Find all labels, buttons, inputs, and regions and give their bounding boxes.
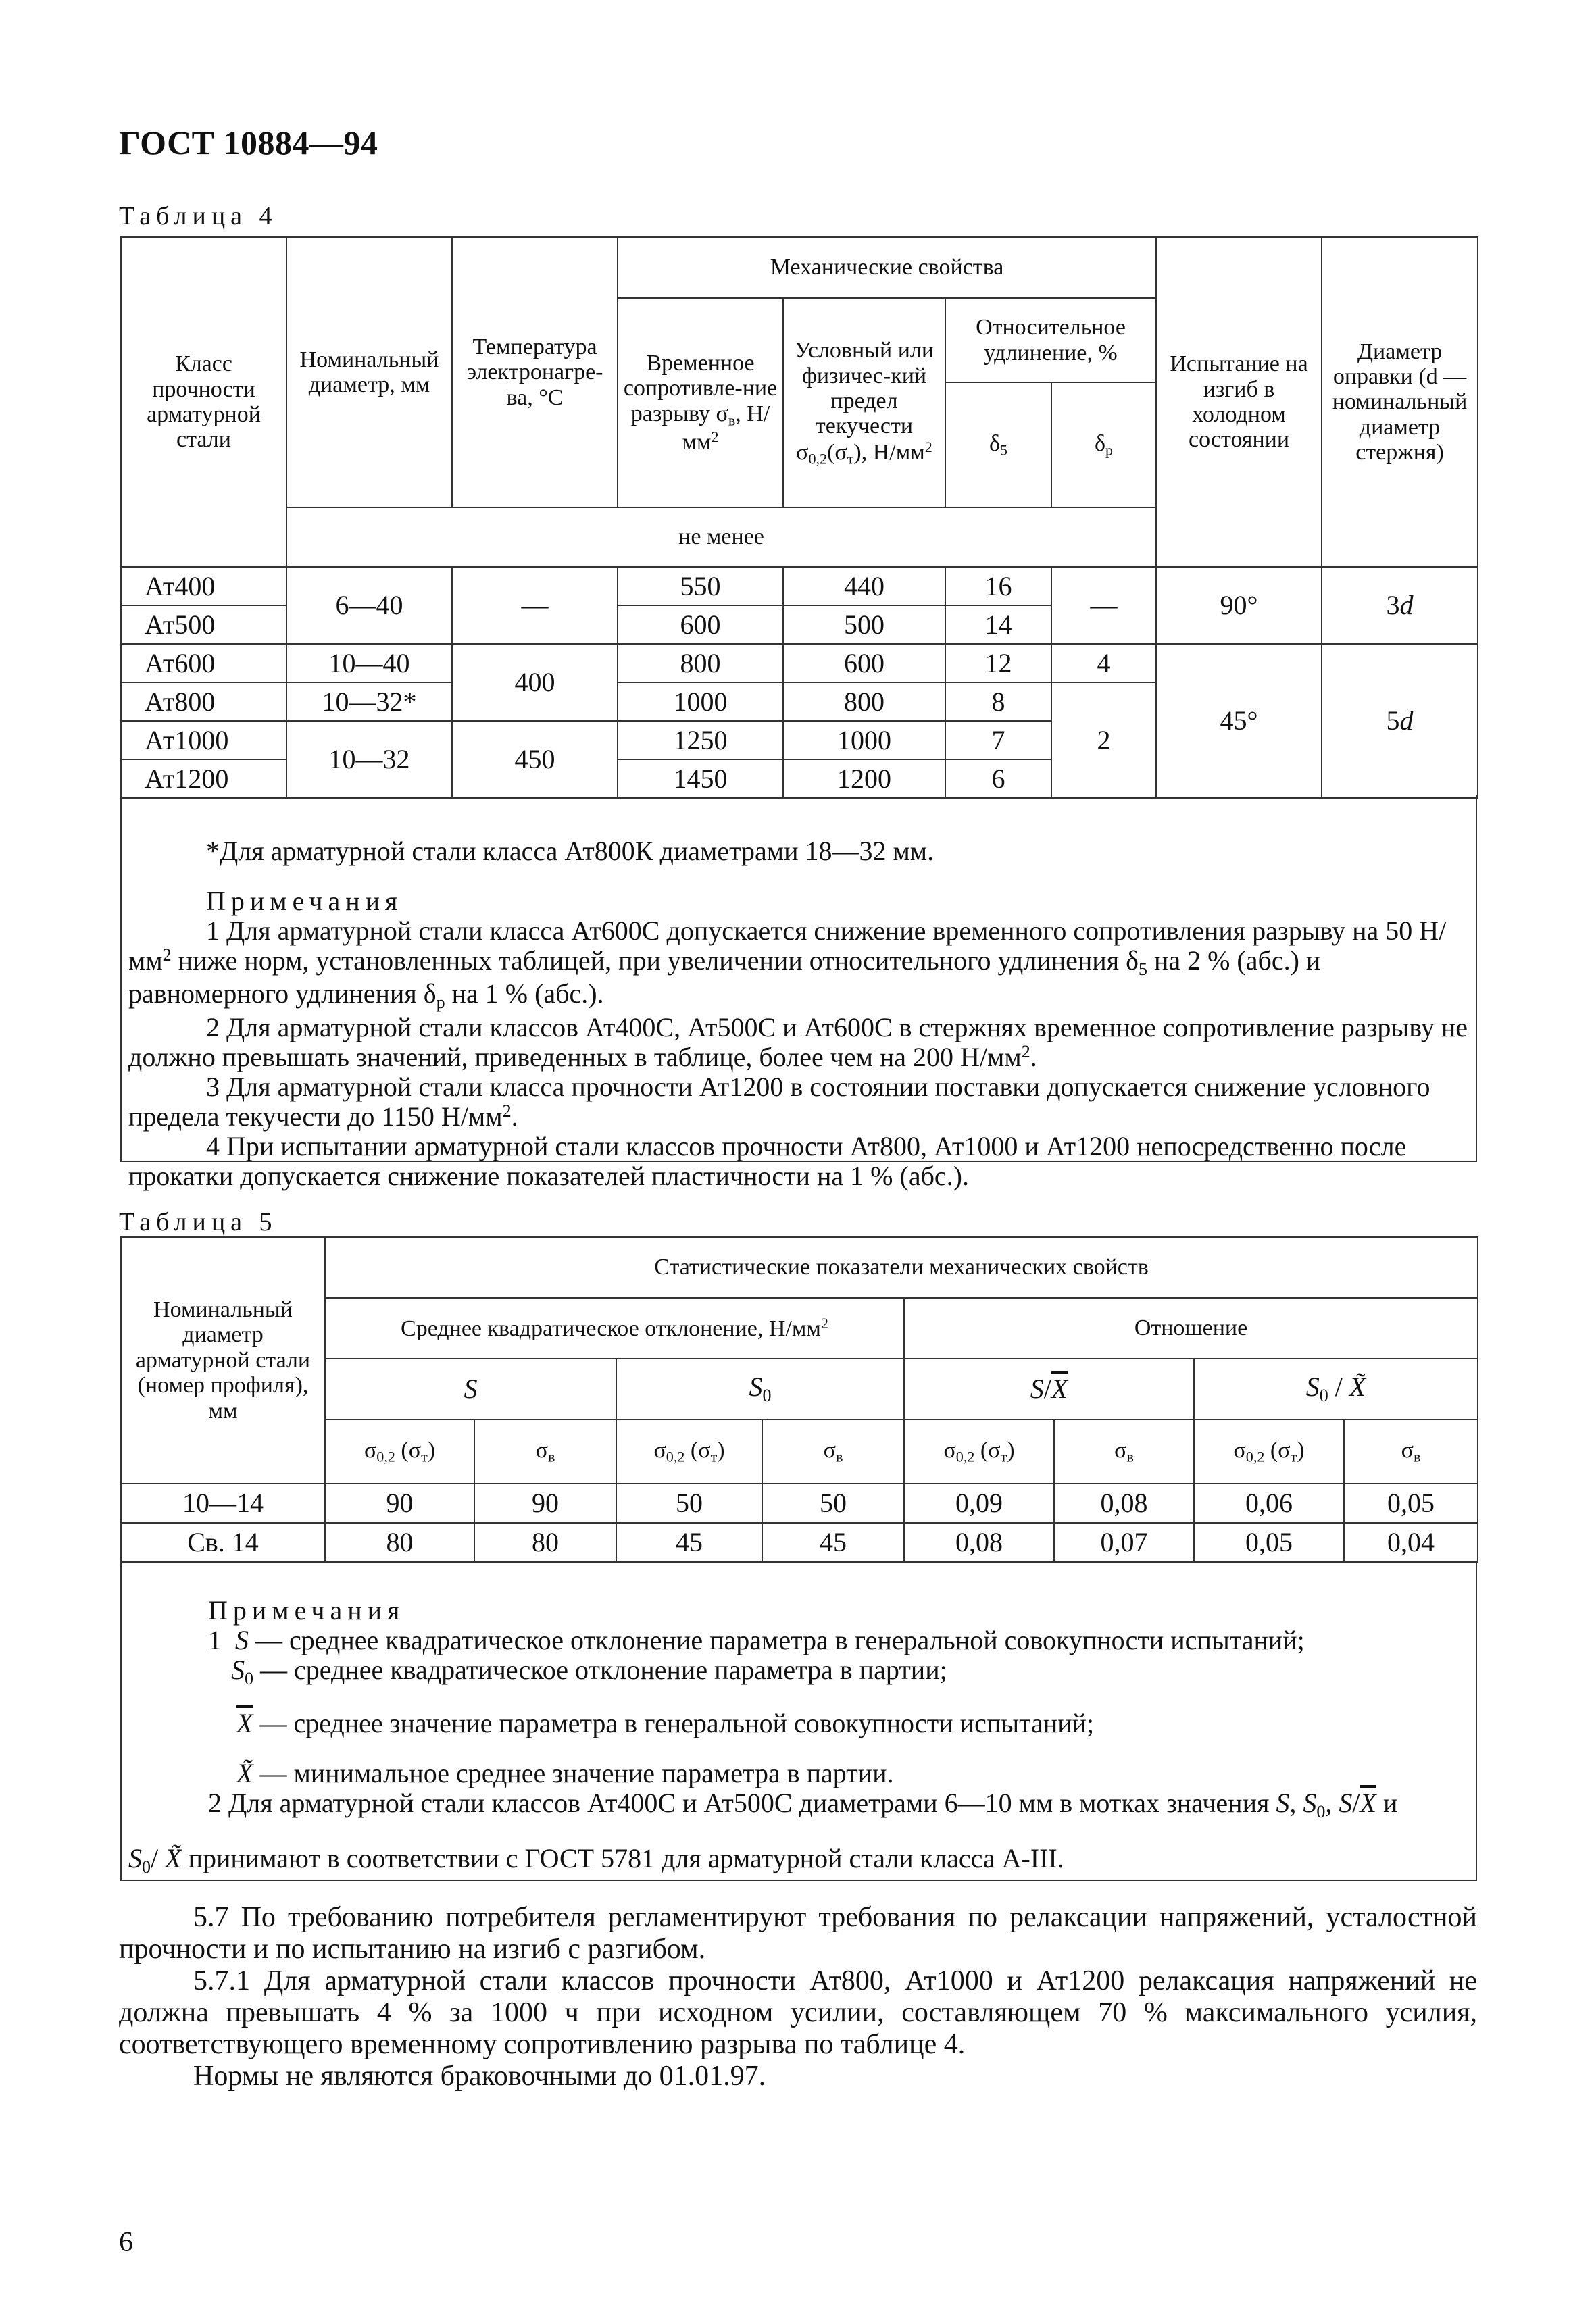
t5-note-2b: $S_0/$ X̃ принимают в соответствии с ГОСТ 5781 для арматурной стали класса А-III. — [128, 1842, 1064, 1877]
t5-h-S: S — [325, 1359, 616, 1419]
para-norms: Нормы не являются браковочными до 01.01.97. — [193, 2061, 766, 2092]
t5-value: 90 — [474, 1484, 616, 1523]
t5-note-1-Xt: X̃ — минимальное среднее значение параметра в партии. — [236, 1758, 894, 1789]
t4-note-2: 2 Для арматурной стали классов Ат400С, Ат500С и Ат600С в стержнях временное сопротивление разрыву не должно превышать значений, приведенных в таблице, более чем на 200 $Н/мм^2$. — [128, 1011, 1468, 1072]
t5-diameter: 10—14 — [121, 1484, 325, 1523]
t5-notes-title: Примечания — [208, 1595, 405, 1626]
t4-dp: 2 — [1051, 682, 1156, 798]
t4-class: Ат600 — [121, 644, 286, 682]
t4-dp: — — [1051, 567, 1156, 644]
t4-note-1: 1 Для арматурной стали класса Ат600С допускается снижение временного сопротивления разрыву на 50 $Н/мм^2$ ниже норм, установленных таблицей, при увеличении относительного удлинения $\delta_5$ на 2 % (абс.) и равномерного удлинения $\delta_р$ на 1 % (абс.). — [128, 915, 1447, 1013]
t5-value: 50 — [762, 1484, 904, 1523]
t5-value: 0,08 — [1054, 1484, 1194, 1523]
table4-caption: Таблица 4 — [119, 202, 278, 230]
t4-note-3: 3 Для арматурной стали класса прочности Ат1200 в состоянии поставки допускается снижение условного предела текучести до 1150 $Н/мм^2$. — [128, 1071, 1430, 1132]
document-code: ГОСТ 10884—94 — [119, 124, 378, 161]
t5-h-S0X: $S_0$ / X̃ — [1194, 1359, 1478, 1419]
body-text — [119, 1902, 1477, 2092]
t5-h-S0: $S_0$ — [616, 1359, 904, 1419]
t5-h-sv: $\sigma_в$ — [762, 1419, 904, 1484]
t5-value: 0,09 — [904, 1484, 1054, 1523]
t5-value: 80 — [474, 1523, 616, 1562]
t4-h-mandrel: Диаметр оправки (d — номинальный диаметр стержня) — [1322, 237, 1478, 567]
t4-h-bend: Испытание на изгиб в холодном состоянии — [1156, 237, 1322, 567]
t4-class: Ат400 — [121, 567, 286, 605]
t5-value: 0,08 — [904, 1523, 1054, 1562]
table5 — [120, 1236, 1478, 1563]
t4-note-4: 4 При испытании арматурной стали классов прочности Ат800, Ат1000 и Ат1200 непосредственно после прокатки допускается снижение показателей пластичности на 1 % (абс.). — [128, 1130, 1407, 1191]
t4-mandrel: 3d — [1322, 567, 1478, 644]
t4-temperature: — — [452, 567, 618, 644]
t5-value: 0,04 — [1344, 1523, 1478, 1562]
t4-yield: 600 — [783, 644, 945, 682]
t4-h-dp: $\delta_р$ — [1051, 382, 1156, 507]
t4-d5: 6 — [945, 759, 1051, 798]
t4-d5: 12 — [945, 644, 1051, 682]
t4-diameter: 10—32 — [286, 721, 452, 798]
t4-h-yield: Условный или физичес-кий предел текучести $\sigma_{0,2}(\sigma_т)$, $Н/мм^2$ — [783, 298, 945, 507]
t4-tensile: 1450 — [618, 759, 783, 798]
t5-h-ratio: Отношение — [904, 1298, 1478, 1359]
t4-class: Ат1000 — [121, 721, 286, 759]
page-number: 6 — [119, 2227, 133, 2258]
t4-diameter: 10—32* — [286, 682, 452, 721]
t4-yield: 800 — [783, 682, 945, 721]
table4 — [120, 236, 1478, 799]
t4-h-not-less: не менее — [286, 507, 1156, 567]
t4-dp: 4 — [1051, 644, 1156, 682]
t5-note-1-S0: $S_0$ — среднее квадратическое отклонение параметра в партии; — [231, 1655, 947, 1688]
t5-value: 0,05 — [1194, 1523, 1344, 1562]
t4-class: Ат1200 — [121, 759, 286, 798]
t4-yield: 440 — [783, 567, 945, 605]
t4-tensile: 600 — [618, 605, 783, 644]
t4-temperature: 400 — [452, 644, 618, 721]
t5-h-s02: $\sigma_{0,2}$ $(\sigma_т)$ — [904, 1419, 1054, 1484]
t4-h-temperature: Температура электронагре-ва, °С — [452, 237, 618, 507]
para-5-7-1: 5.7.1 Для арматурной стали классов прочности Ат800, Ат1000 и Ат1200 релаксация напряжений не должна превышать 4 % за 1000 ч при исходном усилии, составляющем 70 % максимального усилия, соответствующего временному сопротивлению разрыва по таблице 4. — [119, 1965, 1477, 2061]
t4-yield: 1000 — [783, 721, 945, 759]
t4-tensile: 550 — [618, 567, 783, 605]
t5-value: 50 — [616, 1484, 762, 1523]
t4-diameter: 6—40 — [286, 567, 452, 644]
t5-value: 45 — [616, 1523, 762, 1562]
t5-h-s02: $\sigma_{0,2}$ $(\sigma_т)$ — [1194, 1419, 1344, 1484]
t4-diameter: 10—40 — [286, 644, 452, 682]
t5-value: 80 — [325, 1523, 474, 1562]
t4-tensile: 1250 — [618, 721, 783, 759]
t5-h-s02: $\sigma_{0,2}$ $(\sigma_т)$ — [616, 1419, 762, 1484]
t5-note-2a: 2 Для арматурной стали классов Ат400С и Ат500С диаметрами 6—10 мм в мотках значения S, $S_0$, $S/\overline{X}$ и — [208, 1788, 1398, 1822]
para-5-7: 5.7 По требованию потребителя регламентируют требования по релаксации напряжений, усталостной прочности и по испытанию на изгиб с разгибом. — [119, 1902, 1477, 1965]
t4-d5: 7 — [945, 721, 1051, 759]
t5-h-sv: $\sigma_в$ — [1054, 1419, 1194, 1484]
t4-h-tensile: Временное сопротивле-ние разрыву $\sigma_в$, $Н/мм^2$ — [618, 298, 783, 507]
t4-tensile: 800 — [618, 644, 783, 682]
t4-yield: 500 — [783, 605, 945, 644]
t4-bend: 90° — [1156, 567, 1322, 644]
t4-h-mech: Механические свойства — [618, 237, 1156, 298]
t4-d5: 16 — [945, 567, 1051, 605]
t4-class: Ат800 — [121, 682, 286, 721]
t5-h-s02: $\sigma_{0,2}$ $(\sigma_т)$ — [325, 1419, 474, 1484]
table5-notes — [120, 1561, 1477, 1881]
t5-value: 0,05 — [1344, 1484, 1478, 1523]
t5-note-1-S: 1 S — среднее квадратическое отклонение параметра в генеральной совокупности испытаний; — [208, 1625, 1305, 1655]
t4-h-elong: Относительное удлинение, % — [945, 298, 1156, 382]
t4-h-d5: $\delta_5$ — [945, 382, 1051, 507]
t5-h-rms: Среднее квадратическое отклонение, $Н/мм^2$ — [325, 1298, 904, 1359]
t4-mandrel: 5d — [1322, 644, 1478, 798]
t5-diameter: Св. 14 — [121, 1523, 325, 1562]
table5-caption: Таблица 5 — [119, 1208, 278, 1236]
t4-notes-title: Примечания — [206, 886, 403, 916]
t4-tensile: 1000 — [618, 682, 783, 721]
t4-yield: 1200 — [783, 759, 945, 798]
t5-value: 0,06 — [1194, 1484, 1344, 1523]
t4-d5: 14 — [945, 605, 1051, 644]
t4-footnote: *Для арматурной стали класса Ат800К диаметрами 18—32 мм. — [206, 836, 934, 866]
t4-d5: 8 — [945, 682, 1051, 721]
t4-h-diameter: Номинальный диаметр, мм — [286, 237, 452, 507]
t4-h-class: Класс прочности арматурной стали — [121, 237, 286, 567]
table4-notes — [120, 795, 1477, 1191]
t5-value: 0,07 — [1054, 1523, 1194, 1562]
t5-h-SX: $S/\overline{X}$ — [904, 1359, 1194, 1419]
t5-h-sv: $\sigma_в$ — [474, 1419, 616, 1484]
t4-bend: 45° — [1156, 644, 1322, 798]
t5-h-sv: $\sigma_в$ — [1344, 1419, 1478, 1484]
t4-class: Ат500 — [121, 605, 286, 644]
t5-value: 90 — [325, 1484, 474, 1523]
t5-h-diameter: Номинальный диаметр арматурной стали (номер профиля), мм — [121, 1237, 325, 1484]
t5-value: 45 — [762, 1523, 904, 1562]
t4-temperature: 450 — [452, 721, 618, 798]
t5-h-stat: Статистические показатели механических свойств — [325, 1237, 1478, 1298]
t5-note-1-X: $\overline{X}$ — среднее значение параметра в генеральной совокупности испытаний; — [236, 1708, 1095, 1739]
